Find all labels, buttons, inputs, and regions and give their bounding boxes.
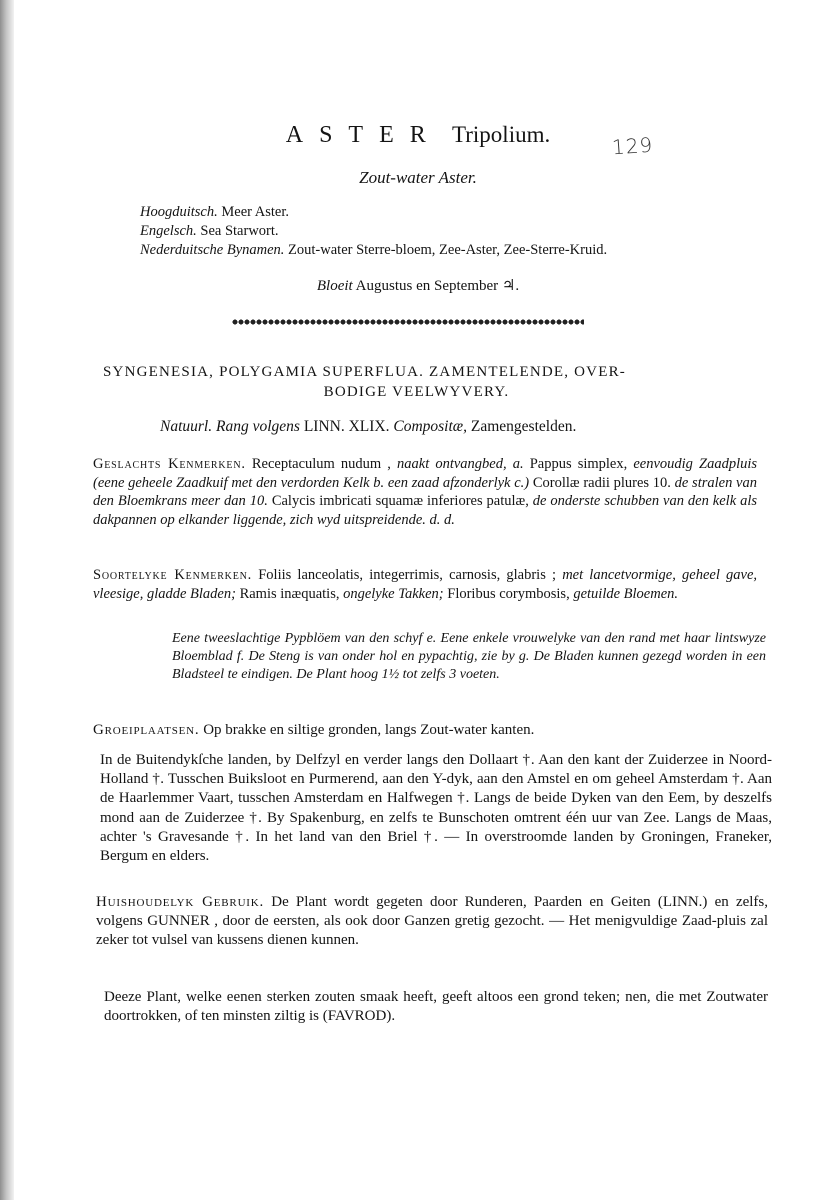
- rank-family-latin: Compositæ,: [393, 418, 467, 435]
- species-text-dutch: met lancetvormige, geheel gave, vleesige, gladde Bladen;: [93, 567, 758, 602]
- plate-description: Eene tweeslachtige Pypblöem van den schyf e. Eene enkele vrouwelyke van den rand met haar lintswyze Bloemblad f. De Steng is van onder hol en pypachtig, zie by g. De Bladen kunnen gezegd worden in een Bladsteel te eindigen. De Plant hoog 1½ tot zelfs 3 voeten.: [172, 631, 766, 682]
- household-use: [96, 893, 768, 951]
- genus-text: Corollæ radii plures 10.: [532, 474, 671, 491]
- name-row-dutch: [140, 241, 607, 260]
- closing-note: Deeze Plant, welke eenen sterken zouten smaak heeft, geeft altoos een grond teken; nen, die met Zoutwater doortrokken, of ten minsten ziltig is (FAVROD).: [104, 989, 768, 1025]
- rank-linn: LINN. XLIX.: [303, 418, 390, 435]
- uses-text: De Plant wordt gegeten door Runderen, Paarden en Geiten (LINN.) en zelfs, volgens GUNNER , door de eersten, als ook door Ganzen gretig gezocht. — Het menigvuldige Zaad-pluis zal zeker tot vulsel van kussens dienen kunnen.: [96, 894, 769, 949]
- bloom-value: Augustus en September ♃.: [355, 278, 520, 294]
- species-text: Ramis inæquatis,: [239, 585, 340, 602]
- name-label: Nederduitsche Bynamen.: [140, 242, 285, 258]
- natural-rank: [160, 418, 576, 436]
- genus-text-dutch: de stralen van den Bloemkrans meer dan 10.: [93, 474, 757, 509]
- section-heading: Huishoudelyk Gebruik.: [96, 894, 265, 910]
- page-title: [0, 118, 836, 152]
- section-heading: Groeiplaatsen.: [93, 722, 200, 738]
- bloom-period: [0, 276, 836, 295]
- species-characters: [93, 566, 757, 603]
- name-row-german: [140, 203, 607, 222]
- section-heading: Geslachts Kenmerken.: [93, 456, 246, 472]
- handwritten-page-number: 129: [611, 132, 654, 160]
- genus-text-dutch: naakt ontvangbed, a.: [397, 456, 524, 472]
- section-heading: Soortelyke Kenmerken.: [93, 567, 253, 583]
- localities-paragraph: In de Buitendykſche landen, by Delfzyl en verder langs den Dollaart †. Aan den kant der Zuiderzee in Noord-Holland †. Tusschen Buiksloot en Purmerend, aan den Y-dyk, aan den Amstel en om geheel Amsterdam †. Aan de Haarlemmer Vaart, tusschen Amsterdam en Halfwegen †. Langs de beide Dyken van den Eem, by deszelfs mond aan de Zuiderzee †. By Spakenburg, en zelfs te Bunschoten omtrent één uur van Zee. Langs de Maas, achter 's Gravesande †. In het land van den Briel †. — In overstroomde landen by Groningen, Franeker, Bergum en elders.: [100, 752, 772, 865]
- name-label: Hoogduitsch.: [140, 204, 218, 220]
- name-row-english: [140, 222, 607, 241]
- classification: [103, 362, 730, 402]
- rank-label: Natuurl. Rang volgens: [160, 418, 300, 435]
- name-value: Meer Aster.: [221, 204, 290, 220]
- name-value: Sea Starwort.: [200, 223, 279, 239]
- classification-line-2: BODIGE VEELWYVERY.: [323, 384, 510, 400]
- species-text-dutch: ongelyke Takken;: [343, 585, 444, 602]
- name-value: Zout-water Sterre-bloem, Zee-Aster, Zee-Sterre-Kruid.: [288, 242, 608, 258]
- habitat-text: Op brakke en siltige gronden, langs Zout-water kanten.: [203, 722, 535, 738]
- bloom-label: Bloeit: [316, 278, 353, 294]
- genus-text: Calycis imbricati squamæ inferiores patulæ,: [271, 493, 529, 509]
- habitat: [93, 721, 757, 740]
- rank-family-dutch: Zamengestelden.: [470, 418, 577, 435]
- genus-text-dutch: de onderste schubben van den kelk als dakpannen op elkander liggende, zich wyd uitspreidende. d. d.: [93, 493, 758, 528]
- common-name: Zout-water Aster.: [359, 168, 477, 187]
- genus-text: Receptaculum nudum ,: [251, 456, 391, 472]
- species-text: Floribus corymbosis,: [447, 585, 570, 602]
- genus-characters: [93, 455, 757, 529]
- species-text-dutch: getuilde Bloemen.: [573, 585, 679, 602]
- genus-text-dutch: eenvoudig Zaadpluis (eene geheele Zaadkuif met den verdorden Kelk b. een zaad afzonderlyk c.): [93, 456, 758, 491]
- species-text: Foliis lanceolatis, integerrimis, carnosis, glabris ;: [258, 567, 557, 583]
- species-name: Tripolium.: [452, 122, 551, 147]
- ornamental-divider: [232, 316, 584, 328]
- genus-text: Pappus simplex,: [529, 456, 628, 472]
- genus-name: ASTER: [285, 122, 442, 148]
- name-label: Engelsch.: [140, 223, 197, 239]
- classification-line-1: SYNGENESIA, POLYGAMIA SUPERFLUA. ZAMENTELENDE, OVER-: [103, 364, 626, 380]
- vernacular-names: [140, 203, 607, 260]
